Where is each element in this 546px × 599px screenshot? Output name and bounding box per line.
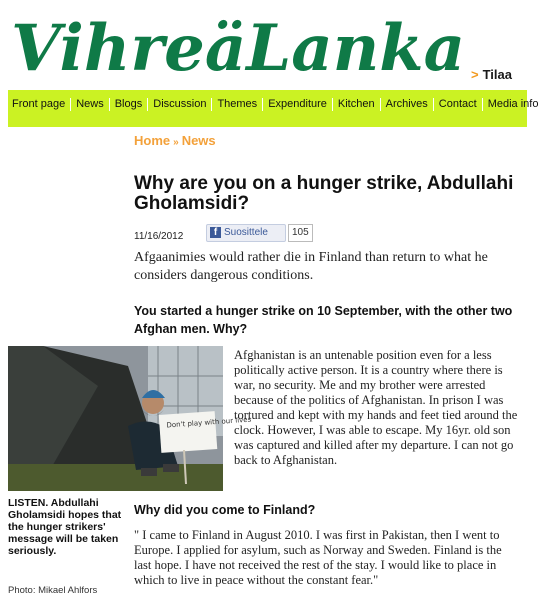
breadcrumb-separator: »: [173, 137, 179, 148]
question-2: Why did you come to Finland?: [134, 503, 316, 517]
subscribe-label: Tilaa: [482, 67, 512, 82]
photo-illustration: [8, 346, 252, 491]
sign-text: Don't play with our lives: [166, 415, 252, 430]
like-button-label: Suosittele: [224, 227, 268, 238]
facebook-like-button[interactable]: [206, 224, 286, 242]
site-logo[interactable]: [9, 0, 466, 86]
nav-item-contact[interactable]: Contact: [434, 98, 483, 111]
like-count: 105: [288, 224, 313, 242]
nav-item-discussion[interactable]: Discussion: [148, 98, 212, 111]
facebook-icon: f: [210, 227, 221, 238]
breadcrumb: [134, 133, 216, 148]
question-1: You started a hunger strike on 10 September, with the other two Afghan men. Why?: [134, 304, 513, 336]
main-navigation: [8, 90, 539, 127]
arrow-right-icon: >: [471, 67, 479, 82]
nav-item-front-page[interactable]: Front page: [12, 98, 71, 111]
photo-caption: LISTEN. Abdullahi Gholamsidi hopes that the hunger strikers' message will be taken seriously.: [8, 497, 122, 557]
nav-item-themes[interactable]: Themes: [212, 98, 263, 111]
nav-item-kitchen[interactable]: Kitchen: [333, 98, 381, 111]
photo-credit: Photo: Mikael Ahlfors: [8, 585, 98, 596]
nav-item-media-info[interactable]: Media info: [487, 98, 539, 110]
article-title: Why are you on a hunger strike, Abdullahi Gholamsidi?: [134, 173, 514, 214]
answer-1: Afghanistan is an untenable position even for a less politically active person. It is a country where there is war, no security. Me and my brother were arrested because of the politics of Afghanistan. In prison I was tortured and kept with my hands and feet tied around the clock. However, I was able to escape. My 16yr. old son was captured and killed after my departure. I can not go back to Afghanistan.: [234, 348, 518, 467]
nav-item-blogs[interactable]: Blogs: [110, 98, 149, 111]
article-date: 11/16/2012: [134, 231, 184, 242]
breadcrumb-home-link[interactable]: Home: [134, 133, 171, 148]
nav-item-expenditure[interactable]: Expenditure: [263, 98, 333, 111]
article-lead: Afgaanimies would rather die in Finland than return to what he considers dangerous conditions.: [134, 250, 488, 283]
logo-text: VihreäLanka: [11, 11, 466, 86]
breadcrumb-news-link[interactable]: News: [181, 133, 216, 148]
subscribe-link[interactable]: [471, 67, 512, 82]
nav-item-archives[interactable]: Archives: [381, 98, 434, 111]
answer-2: " I came to Finland in August 2010. I was first in Pakistan, then I went to Europe. I applied for asylum, such as Norway and Sweden. Finland is the last hope. I have not received the rest of the stay. I would like to place in which to live in peace without the constant fear.": [134, 528, 502, 587]
article-photo: [8, 346, 252, 491]
nav-item-news[interactable]: News: [71, 98, 110, 111]
